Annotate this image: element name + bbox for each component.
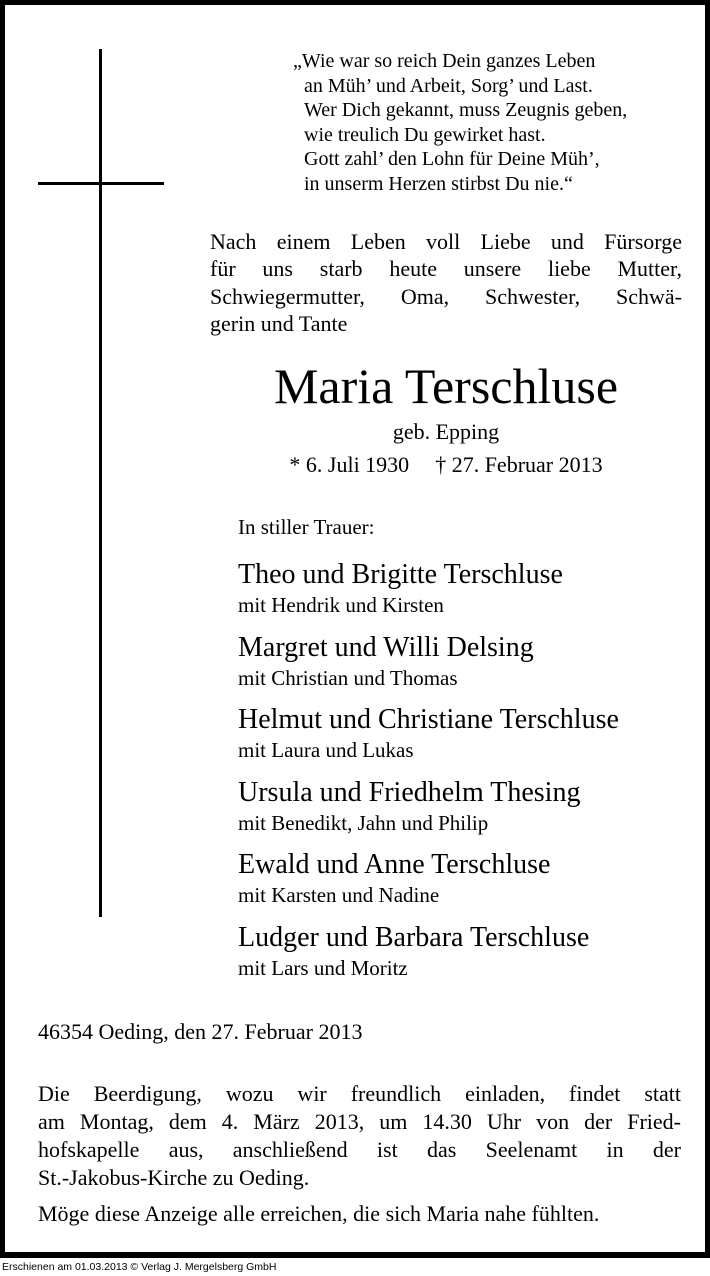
mourner-entry bbox=[238, 848, 698, 921]
poem-line: wie treulich Du gewirket hast. bbox=[304, 123, 546, 146]
intro-line: Nach einem Leben voll Liebe und Fürsorge bbox=[210, 229, 682, 254]
mourner-children: mit Karsten und Nadine bbox=[238, 883, 440, 907]
mourner-names: Ludger und Barbara Terschluse bbox=[238, 921, 590, 953]
mourner-children: mit Hendrik und Kirsten bbox=[238, 593, 444, 617]
mourner-children: mit Christian und Thomas bbox=[238, 665, 458, 690]
life-dates bbox=[210, 450, 682, 480]
mourner-children: mit Laura und Lukas bbox=[238, 738, 414, 762]
mourner-entry bbox=[238, 921, 698, 994]
mourner-names: Ewald und Anne Terschluse bbox=[238, 849, 551, 880]
publication-footer: Erschienen am 01.03.2013 © Verlag J. Mergelsberg GmbH bbox=[2, 1261, 277, 1273]
funeral-line: am Montag, dem 4. März 2013, um 14.30 Uhr von der Fried- bbox=[38, 1109, 681, 1134]
poem-line: Wer Dich gekannt, muss Zeugnis geben, bbox=[304, 99, 628, 122]
deceased-name: Maria Terschluse bbox=[273, 358, 619, 414]
place-and-date: 46354 Oeding, den 27. Februar 2013 bbox=[38, 1019, 363, 1044]
funeral-paragraph bbox=[38, 1080, 681, 1192]
funeral-line: hofskapelle aus, anschließend ist das Seelenamt in der bbox=[38, 1137, 681, 1162]
poem-line: in unserm Herzen stirbst Du nie.“ bbox=[304, 172, 573, 195]
mourner-entry bbox=[238, 776, 698, 849]
cross-icon-vertical-bar bbox=[99, 49, 102, 917]
closing-note: Möge diese Anzeige alle erreichen, die sich Maria nahe fühlten. bbox=[38, 1201, 600, 1226]
deceased-birth-name: geb. Epping bbox=[392, 419, 500, 444]
funeral-line: Die Beerdigung, wozu wir freundlich einladen, findet statt bbox=[38, 1081, 681, 1106]
poem-line: Gott zahl’ den Lohn für Deine Müh’, bbox=[304, 148, 600, 171]
cross-icon-horizontal-bar bbox=[38, 182, 164, 185]
intro-line: für uns starb heute unsere liebe Mutter, bbox=[210, 256, 682, 282]
mourner-names: Helmut und Christiane Terschluse bbox=[238, 704, 619, 735]
mourner-names: Theo und Brigitte Terschluse bbox=[238, 559, 563, 590]
mourner-names: Margret und Willi Delsing bbox=[238, 631, 534, 663]
birth-date: * 6. Juli 1930 bbox=[289, 452, 410, 477]
poem-verse bbox=[293, 49, 627, 197]
funeral-line: St.-Jakobus-Kirche zu Oeding. bbox=[38, 1165, 310, 1190]
mourning-label: In stiller Trauer: bbox=[238, 515, 375, 539]
intro-paragraph bbox=[210, 228, 682, 337]
mourner-names: Ursula und Friedhelm Thesing bbox=[238, 776, 581, 808]
poem-line: „Wie war so reich Dein ganzes Leben bbox=[293, 50, 596, 72]
mourner-children: mit Lars und Moritz bbox=[238, 955, 408, 980]
mourner-entry bbox=[238, 558, 698, 631]
mourner-entry bbox=[238, 703, 698, 776]
intro-line: gerin und Tante bbox=[210, 310, 348, 336]
poem-line: an Müh’ und Arbeit, Sorg’ und Last. bbox=[304, 74, 593, 97]
mourner-children: mit Benedikt, Jahn und Philip bbox=[238, 810, 489, 835]
mourners-list bbox=[238, 558, 698, 993]
death-date: † 27. Februar 2013 bbox=[435, 452, 603, 477]
intro-line: Schwiegermutter, Oma, Schwester, Schwä- bbox=[210, 283, 682, 309]
mourner-entry bbox=[238, 631, 698, 704]
